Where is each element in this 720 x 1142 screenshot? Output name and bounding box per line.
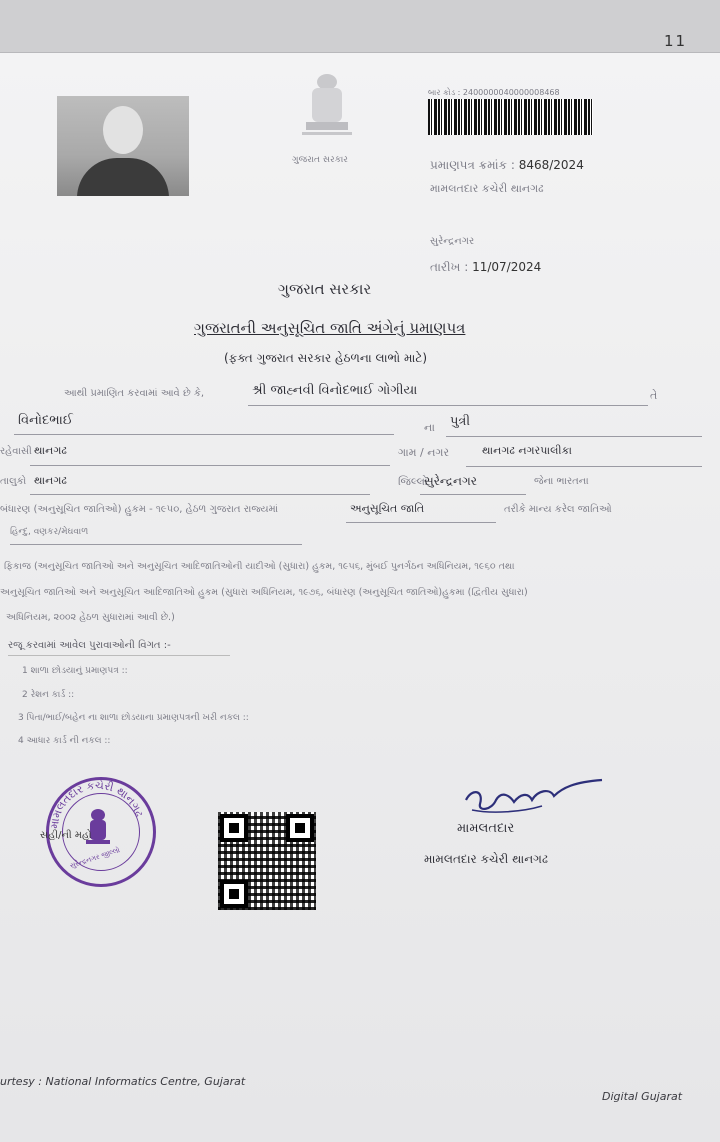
para-line-3: અધિનિયમ, ૨૦૦૨ હેઠળ સુધારામાં આવી છે.): [6, 612, 175, 623]
documents-heading: રજૂ કરવામાં આવેલ પુરાવાઓની વિગત :-: [8, 640, 171, 651]
para-line-1: ફિકાજ (અનુસૂચિત જાતિઓ અને અનુસૂચિત આદિજાતિઓની યાદીઓ (સુધારા) હુકમ, ૧૯૫૬, મુંબઈ પુનર્ગઠન અધિનિયમ, ૧૯૬૦ તથા: [4, 561, 515, 572]
district-label: જિલ્લો: [398, 475, 428, 488]
signature: [462, 770, 612, 824]
holder-name: શ્રી જાહ્નવી વિનોદભાઈ ગોગીયા: [252, 383, 418, 398]
footer-digital: Digital Gujarat: [602, 1090, 683, 1103]
document-item-2: 2 રેશન કાર્ડ ::: [22, 690, 75, 700]
emblem-caption: ગુજરાત સરકાર: [292, 155, 348, 165]
taluka-value: થાનગઢ: [34, 474, 67, 487]
document-item-4: 4 આધાર કાર્ડ ની નકલ ::: [18, 736, 111, 746]
seal-bottom-text: સુરેન્દ્રનગર જીલ્લો: [68, 846, 121, 870]
father-name: વિનોદભાઈ: [18, 413, 73, 428]
seal-text: મામલતદાર કચેરી થાનગઢ: [47, 778, 146, 830]
page-marker: 11: [664, 32, 688, 50]
resident-value: થાનગઢ: [34, 444, 67, 457]
document-item-1: 1 શાળા છોડયાનું પ્રમાણપત્ર ::: [22, 666, 128, 676]
state-suffix: જેના ભારતના: [534, 476, 589, 487]
seal-side-text: સહી/ની મહો: [40, 830, 92, 841]
taluka-label: તાલુકો: [0, 476, 27, 487]
resident-label: રહેવાસી: [0, 446, 32, 457]
issue-date: તારીખ : 11/07/2024: [430, 260, 542, 274]
para-line-2: અનુસૂચિત જાતિઓ અને અનુસૂચિત આદિજાતિઓ હુકમ (સુધારા અધિનિયમ, ૧૯૭૬, બંધારણ (અનુસૂચિત જાતિઓ)હુકમા (દ્વિતીય સુધારા): [0, 587, 528, 598]
category: અનુસૂચિત જાતિ: [350, 502, 425, 515]
barcode: [428, 99, 593, 135]
recognized-text: તરીકે માન્ય કરેલ જાતિઓ: [504, 504, 612, 515]
relation: પુત્રી: [450, 414, 471, 429]
qr-code: [218, 812, 316, 910]
barcode-label: બાર કોડ : 2400000040000008468: [428, 88, 560, 97]
na-label: ના: [424, 421, 435, 434]
signatory-office: મામલતદાર કચેરી થાનગઢ: [424, 852, 548, 866]
footer-courtesy: urtesy : National Informatics Centre, Gujarat: [0, 1075, 246, 1088]
gov-heading: ગુજરાત સરકાર: [278, 280, 372, 298]
applicant-photo: [57, 96, 189, 196]
village-label: ગામ / નગર: [398, 446, 450, 459]
issuing-office: મામલતદાર કચેરી થાનગઢ: [430, 182, 544, 195]
constitution-text: બંધારણ (અનુસૂચિત જાતિઓ) હુકમ - ૧૯૫૦, હેઠળ ગુજરાત રાજ્યમાં: [0, 504, 279, 515]
suffix-te: તે: [650, 389, 658, 402]
caste: હિન્દુ, વણકર/મેઘવાળ: [10, 527, 89, 537]
district-value: સુરેન્દ્રનગર: [424, 474, 477, 488]
certificate-title: ગુજરાતની અનુસૂચિત જાતિ અંગેનું પ્રમાણપત્ર: [194, 319, 466, 337]
emblem-icon: [296, 68, 358, 150]
certificate-subtitle: (ફક્ત ગુજરાત સરકાર હેઠળના લાભો માટે): [224, 351, 428, 365]
document-item-3: 3 પિતા/ભાઈ/બહેન ના શાળા છોડયાના પ્રમાણપત્રની ખરી નકલ ::: [18, 713, 249, 723]
certify-prefix: આથી પ્રમાણિત કરવામાં આવે છે કે,: [64, 388, 205, 399]
certificate-number: પ્રમાણપત્ર ક્રમાંક : 8468/2024: [430, 158, 584, 172]
signatory-title: મામલતદાર: [457, 821, 515, 836]
place: સુરેન્દ્રનગર: [430, 236, 475, 247]
village-value: થાનગઢ નગરપાલીકા: [482, 444, 572, 457]
